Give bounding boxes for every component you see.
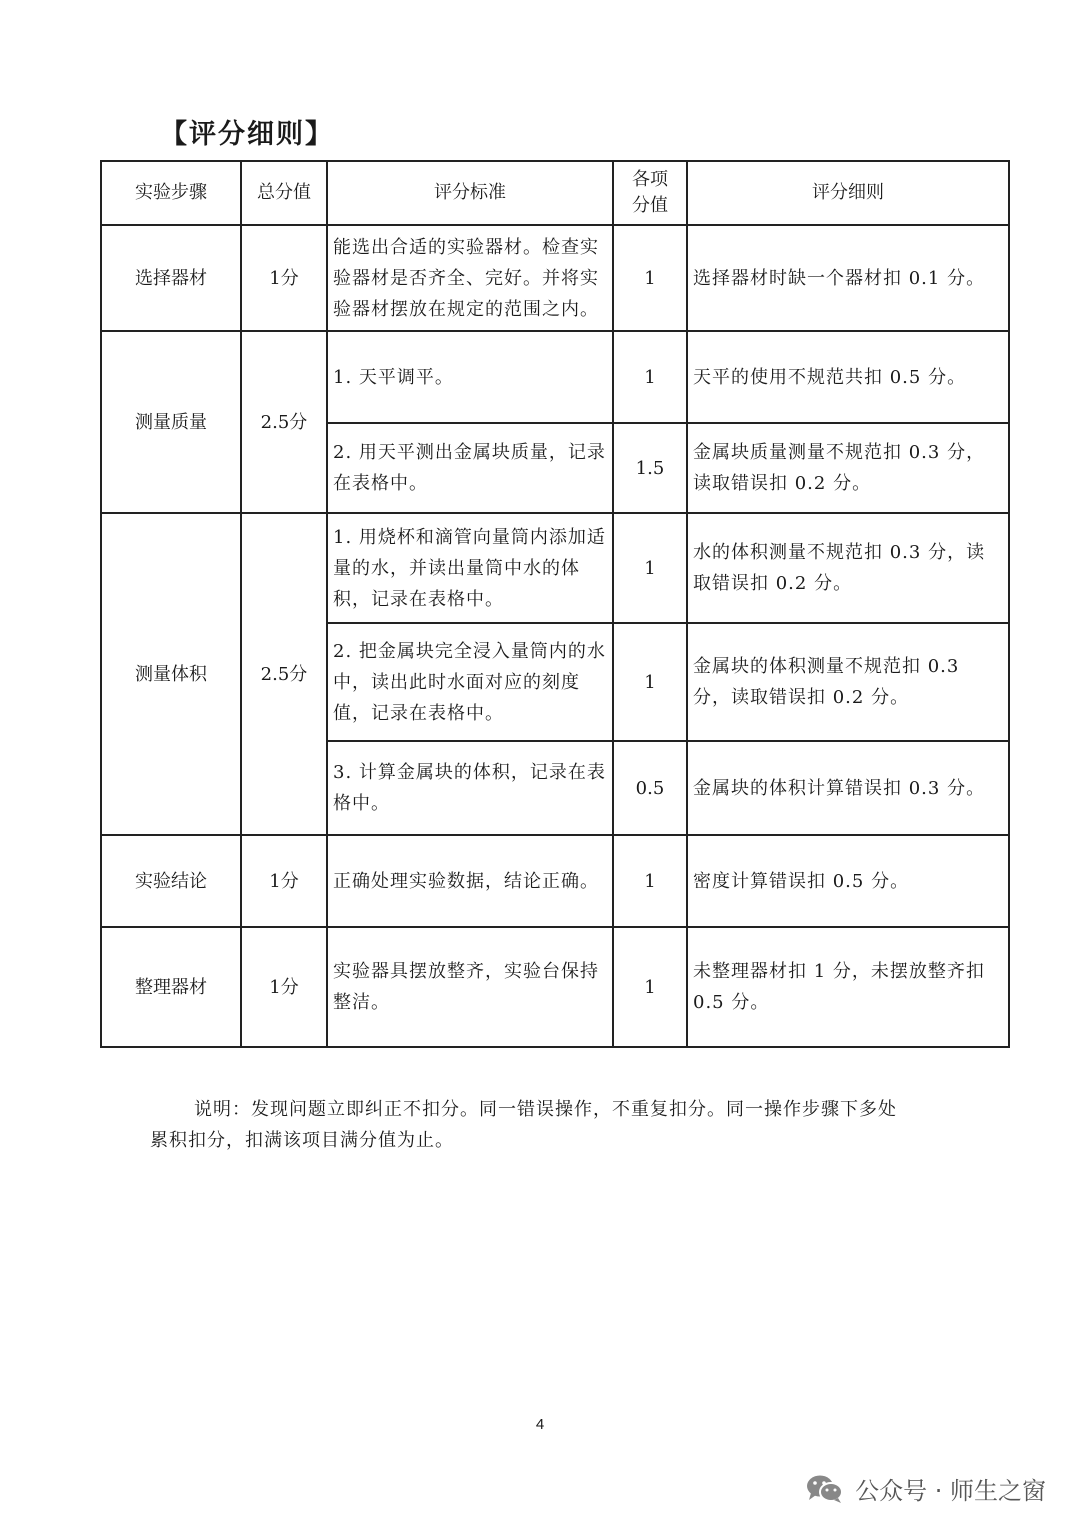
score-cell: 1.5 xyxy=(613,423,687,513)
wechat-icon xyxy=(805,1473,845,1505)
detail-cell: 天平的使用不规范共扣 0.5 分。 xyxy=(687,331,1009,423)
header-step: 实验步骤 xyxy=(101,161,241,225)
detail-cell: 未整理器材扣 1 分，未摆放整齐扣 0.5 分。 xyxy=(687,927,1009,1047)
score-cell: 1 xyxy=(613,623,687,741)
header-item-score: 各项 分值 xyxy=(613,161,687,225)
note-line-2: 累积扣分，扣满该项目满分值为止。 xyxy=(150,1130,454,1151)
header-criteria: 评分标准 xyxy=(327,161,613,225)
score-cell: 1 xyxy=(613,513,687,623)
detail-cell: 密度计算错误扣 0.5 分。 xyxy=(687,835,1009,927)
criteria-cell: 2. 把金属块完全浸入量筒内的水中，读出此时水面对应的刻度值，记录在表格中。 xyxy=(327,623,613,741)
step-cell: 测量体积 xyxy=(101,513,241,835)
note-line-1: 说明：发现问题立即纠正不扣分。同一错误操作，不重复扣分。同一操作步骤下多处 xyxy=(194,1099,897,1120)
explanation-note xyxy=(150,1094,950,1156)
score-cell: 1 xyxy=(613,225,687,331)
detail-cell: 金属块质量测量不规范扣 0.3 分，读取错误扣 0.2 分。 xyxy=(687,423,1009,513)
table-row xyxy=(101,927,1009,1047)
table-row xyxy=(101,331,1009,423)
criteria-cell: 2. 用天平测出金属块质量，记录在表格中。 xyxy=(327,423,613,513)
table-row xyxy=(101,835,1009,927)
table-row xyxy=(101,225,1009,331)
detail-cell: 水的体积测量不规范扣 0.3 分，读取错误扣 0.2 分。 xyxy=(687,513,1009,623)
criteria-cell: 1. 天平调平。 xyxy=(327,331,613,423)
criteria-cell: 能选出合适的实验器材。检查实验器材是否齐全、完好。并将实验器材摆放在规定的范围之内。 xyxy=(327,225,613,331)
table-row xyxy=(101,513,1009,623)
page-title: 【评分细则】 xyxy=(160,119,334,150)
detail-cell: 金属块的体积测量不规范扣 0.3 分，读取错误扣 0.2 分。 xyxy=(687,623,1009,741)
total-cell: 1分 xyxy=(241,835,327,927)
total-cell: 2.5分 xyxy=(241,331,327,513)
header-details: 评分细则 xyxy=(687,161,1009,225)
criteria-cell: 正确处理实验数据，结论正确。 xyxy=(327,835,613,927)
header-total: 总分值 xyxy=(241,161,327,225)
step-cell: 整理器材 xyxy=(101,927,241,1047)
step-cell: 测量质量 xyxy=(101,331,241,513)
score-cell: 1 xyxy=(613,927,687,1047)
footer-brand-text: 公众号 · 师生之窗 xyxy=(855,1477,1046,1505)
detail-cell: 金属块的体积计算错误扣 0.3 分。 xyxy=(687,741,1009,835)
total-cell: 1分 xyxy=(241,225,327,331)
scoring-table xyxy=(100,160,1010,1048)
score-cell: 1 xyxy=(613,835,687,927)
detail-cell: 选择器材时缺一个器材扣 0.1 分。 xyxy=(687,225,1009,331)
criteria-cell: 3. 计算金属块的体积，记录在表格中。 xyxy=(327,741,613,835)
criteria-cell: 1. 用烧杯和滴管向量筒内添加适量的水，并读出量筒中水的体积，记录在表格中。 xyxy=(327,513,613,623)
step-cell: 实验结论 xyxy=(101,835,241,927)
total-cell: 2.5分 xyxy=(241,513,327,835)
score-cell: 0.5 xyxy=(613,741,687,835)
total-cell: 1分 xyxy=(241,927,327,1047)
table-header-row xyxy=(101,161,1009,225)
page-number: 4 xyxy=(535,1416,545,1433)
score-cell: 1 xyxy=(613,331,687,423)
footer-watermark xyxy=(805,1471,1046,1506)
criteria-cell: 实验器具摆放整齐，实验台保持整洁。 xyxy=(327,927,613,1047)
step-cell: 选择器材 xyxy=(101,225,241,331)
